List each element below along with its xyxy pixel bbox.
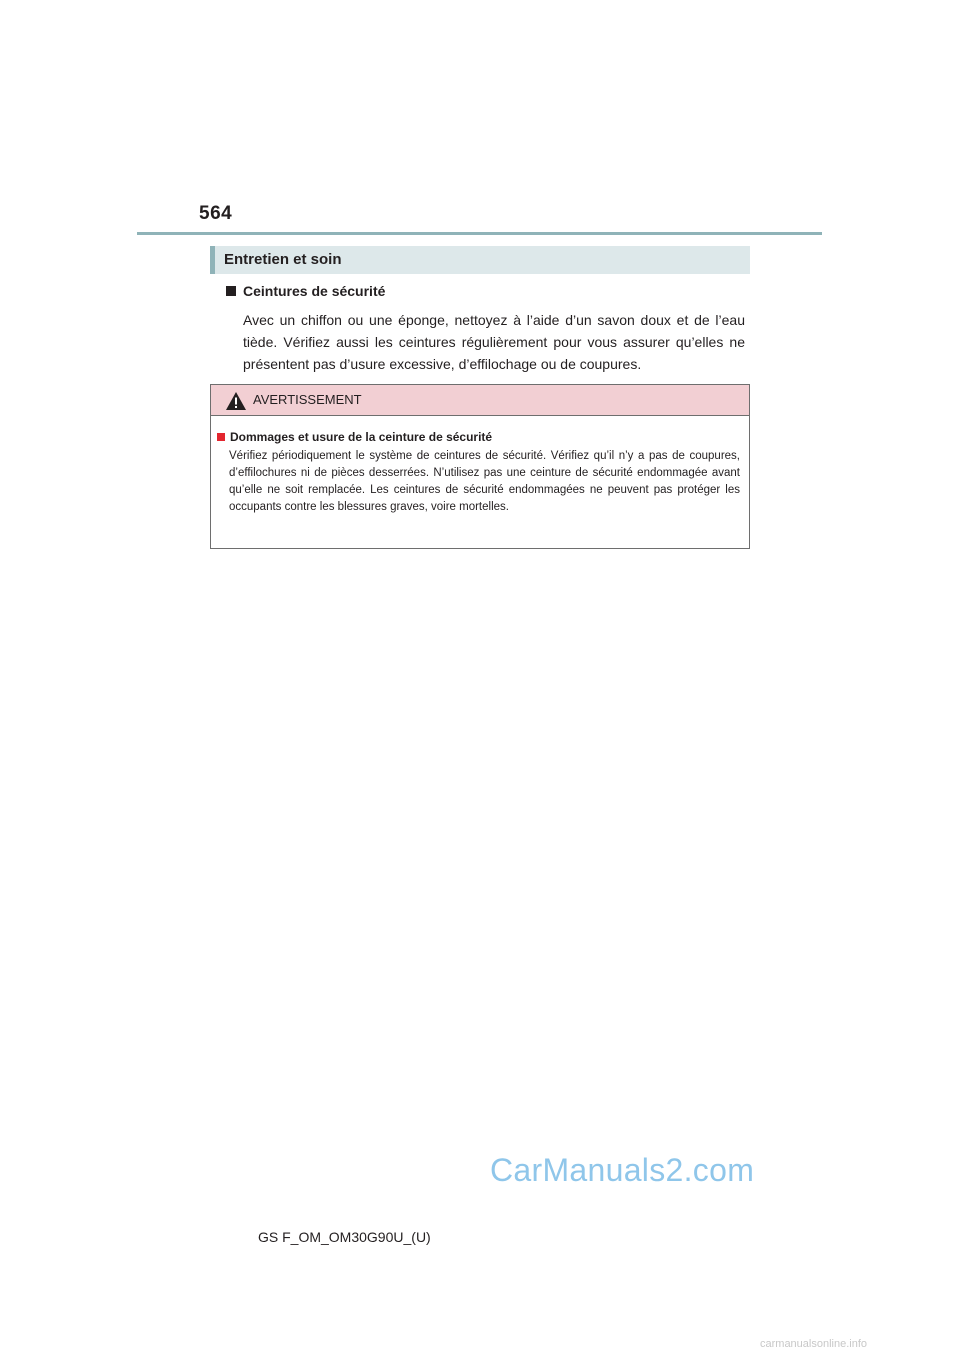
watermark-logo: CarManuals2.com <box>490 1152 755 1188</box>
warning-subheading <box>217 430 492 444</box>
footer-code: GS F_OM_OM30G90U_(U) <box>258 1229 431 1245</box>
square-bullet-icon <box>226 286 236 296</box>
warning-header <box>211 385 749 416</box>
warning-triangle-icon <box>225 391 247 411</box>
subheading <box>226 283 385 299</box>
red-square-bullet-icon <box>217 433 225 441</box>
warning-subheading-text: Dommages et usure de la ceinture de sécurité <box>230 430 493 444</box>
footer-site-watermark: carmanualsonline.info <box>760 1338 868 1350</box>
header-rule <box>137 232 822 235</box>
section-header <box>210 246 750 274</box>
page-number: 564 <box>199 203 233 224</box>
warning-box <box>210 384 750 549</box>
warning-title: AVERTISSEMENT <box>253 392 362 407</box>
warning-text: Vérifiez périodiquement le système de ceintures de sécurité. Vérifiez qu’il n’y a pas de coupures, d’effilochures ni de pièces desserrées. N’utilisez pas une ceinture de sécurité endommagée avant qu’elle ne soit remplacée. Les ceintures de sécurité endommagées ne peuvent pas protéger les occupants contre les blessures graves, voire mortelles. <box>229 450 740 513</box>
section-title: Entretien et soin <box>224 251 342 268</box>
body-paragraph: Avec un chiffon ou une éponge, nettoyez à l’aide d’un savon doux et de l’eau tiède. Vérifiez aussi les ceintures régulièrement pour vous assurer qu’elles ne présentent pas d’usure excessive, d’effilochage ou de coupures. <box>243 312 745 372</box>
subheading-text: Ceintures de sécurité <box>243 283 386 299</box>
